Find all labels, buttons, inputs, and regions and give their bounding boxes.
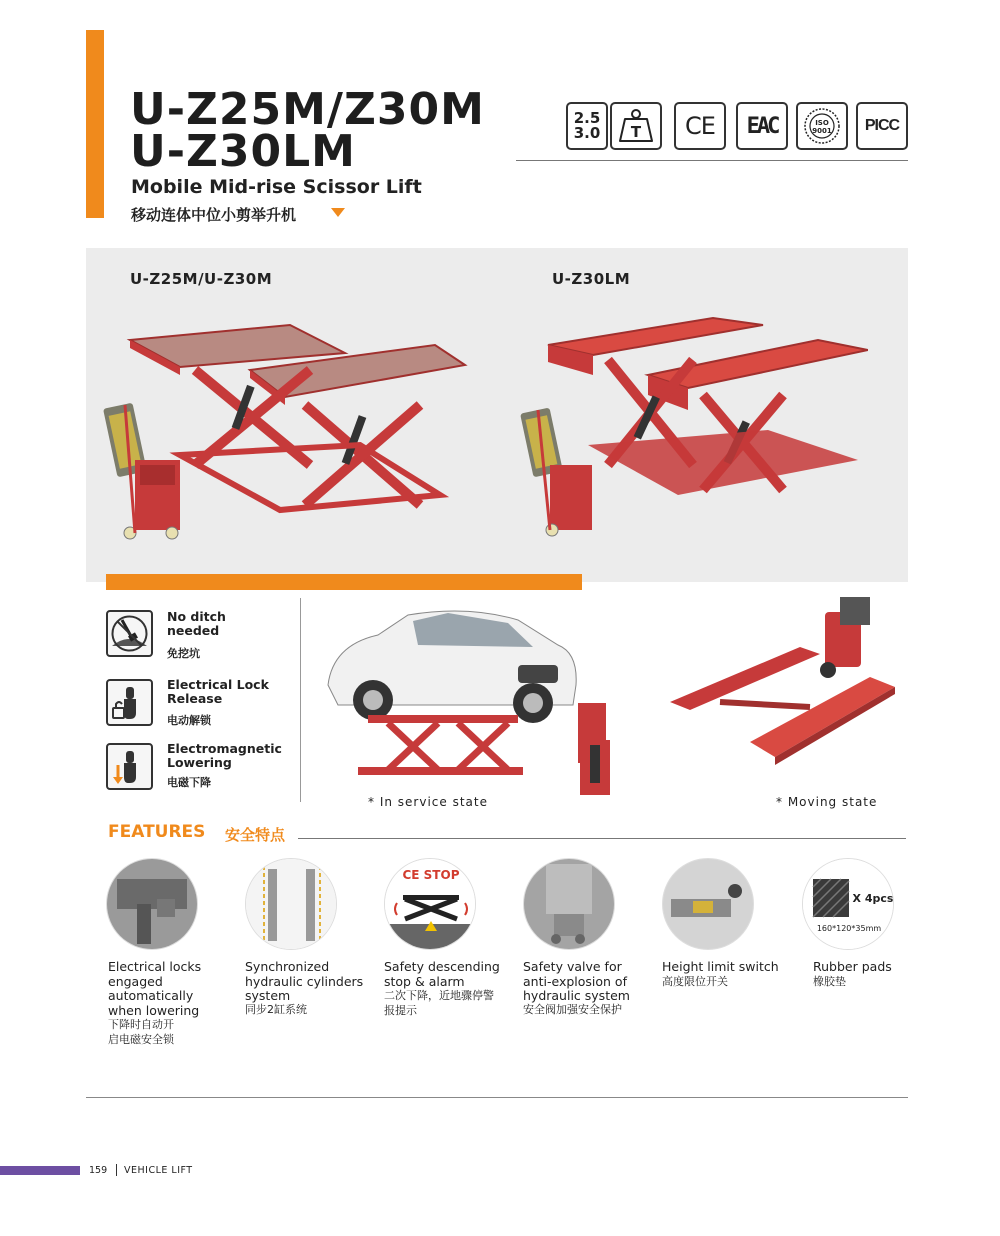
- icon-feature-label-cn: 电动解锁: [167, 714, 211, 727]
- accent-bar: [86, 30, 104, 218]
- feature-image-ce-stop: [384, 858, 476, 950]
- features-title: FEATURES: [108, 822, 206, 842]
- divider: [516, 160, 908, 161]
- picc-logo-icon: [856, 102, 908, 150]
- lock-release-icon: [106, 679, 153, 726]
- capacity-top: 2.5: [573, 109, 601, 127]
- feature-caption: Safety valve for anti-explosion of hydraulic system: [523, 959, 630, 1003]
- subtitle-en: Mobile Mid-rise Scissor Lift: [131, 176, 422, 198]
- moving-state-caption: * Moving state: [776, 795, 878, 809]
- icon-feature-label: Electromagnetic Lowering: [167, 741, 282, 770]
- picc-text: PICC: [864, 117, 900, 134]
- capacity-badge: [566, 102, 608, 150]
- icon-feature-label: Electrical Lock Release: [167, 677, 269, 706]
- no-digging-icon: [106, 610, 153, 657]
- car-icon: [328, 611, 576, 723]
- icon-feature-label-cn: 免挖坑: [167, 647, 200, 660]
- divider: [116, 1164, 117, 1176]
- ton-letter: T: [630, 123, 642, 141]
- scissor-lift-image-left: [100, 305, 480, 545]
- ce-text: CE: [685, 112, 715, 140]
- capacity-bottom: 3.0: [573, 124, 601, 142]
- feature-caption-cn: 安全阀加强安全保护: [523, 1003, 622, 1016]
- feature-caption-cn: 下降时自动开启电磁安全锁: [108, 1018, 174, 1046]
- control-cart-icon: [520, 408, 592, 536]
- page-title-line1: U-Z25M/Z30M: [130, 84, 485, 135]
- model-label-left: U-Z25M/U-Z30M: [130, 270, 273, 288]
- scissor-lift-image-right: [518, 300, 868, 540]
- ce-mark-icon: [674, 102, 726, 150]
- subtitle-cn: 移动连体中位小剪举升机: [131, 206, 297, 224]
- rubber-pad-size: 160*120*35mm: [816, 924, 882, 933]
- feature-caption-cn: 同步2缸系统: [245, 1003, 307, 1016]
- feature-caption: Electrical locks engaged automatically when lowering: [108, 959, 202, 1018]
- ce-stop-label: CE STOP: [402, 868, 460, 882]
- service-state-image: [318, 605, 618, 800]
- triangle-down-icon: [331, 208, 345, 217]
- footer-accent-bar: [0, 1166, 80, 1175]
- divider: [300, 598, 301, 802]
- service-state-caption: * In service state: [368, 795, 488, 809]
- iso-num: 9001: [812, 127, 832, 135]
- feature-caption: Synchronized hydraulic cylinders system: [245, 959, 364, 1003]
- control-cart-icon: [103, 403, 180, 539]
- eac-text: EAC: [746, 113, 778, 139]
- feature-image-limit-switch: [662, 858, 754, 950]
- feature-image-safety-valve: [523, 858, 615, 950]
- features-title-cn: 安全特点: [225, 826, 286, 844]
- magnetic-lowering-icon: [106, 743, 153, 790]
- ton-weight-icon: [610, 102, 662, 150]
- feature-caption-cn: 橡胶垫: [813, 975, 846, 988]
- feature-image-locks: [106, 858, 198, 950]
- feature-caption: Safety descending stop & alarm: [384, 959, 500, 989]
- icon-feature-label: No ditch needed: [167, 609, 226, 638]
- accent-bar: [106, 574, 582, 590]
- model-label-right: U-Z30LM: [552, 270, 631, 288]
- moving-state-image: [660, 592, 905, 787]
- feature-image-cylinders: [245, 858, 337, 950]
- feature-caption-cn: 二次下降，近地骤停警报提示: [384, 989, 494, 1017]
- feature-caption-cn: 高度限位开关: [662, 975, 728, 988]
- eac-mark-icon: [736, 102, 788, 150]
- feature-caption: Rubber pads: [813, 959, 892, 974]
- divider: [298, 838, 906, 839]
- section-name: VEHICLE LIFT: [124, 1165, 193, 1176]
- iso-top: ISO: [815, 119, 829, 127]
- page-number: 159: [89, 1165, 108, 1176]
- feature-caption: Height limit switch: [662, 959, 779, 974]
- rubber-pad-qty: X 4pcs: [852, 892, 894, 905]
- iso-9001-icon: [796, 102, 848, 150]
- page-title-line2: U-Z30LM: [130, 126, 356, 177]
- icon-feature-label-cn: 电磁下降: [167, 776, 211, 789]
- feature-image-rubber-pads: [802, 858, 894, 950]
- divider: [86, 1097, 908, 1098]
